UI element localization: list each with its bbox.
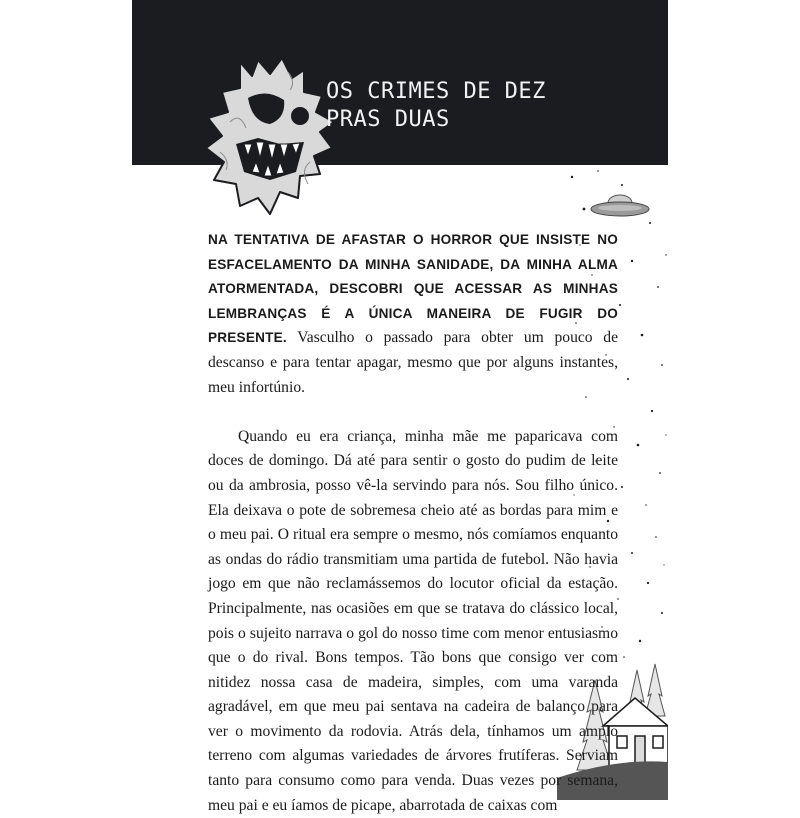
skull-illustration	[200, 52, 340, 232]
paragraph-1	[208, 228, 618, 400]
paragraph-1-rest: Vasculho o passado para obter um pouco de descanso e para tentar apagar, mesmo que por alguns instantes, meu infortúnio.	[208, 329, 618, 396]
lead-text: NA TENTATIVA DE AFASTAR O HORROR QUE INSISTE NO ESFACELAMENTO DA MINHA SANIDADE, DA MINHA ALMA ATORMENTADA, DESCOBRI QUE ACESSAR AS MINHAS LEMBRANÇAS É A ÚNICA MANEIRA DE FUGIR DO PRESENTE.	[208, 232, 618, 346]
chapter-title	[326, 78, 646, 134]
paragraph-2: Quando eu era criança, minha mãe me paparicava com doces de domingo. Dá até para sentir o gosto do pudim de leite ou da ambrosia, posso vê-la servindo para nós. Sou filho único. Ela deixava o pote de sobremesa cheio até as bordas para mim e o meu pai. O ritual era sempre o mesmo, nós comíamos enquanto as ondas do rádio transmitiam uma partida de futebol. Não havia jogo em que não reclamássemos do locutor oficial da estação. Principalmente, nas ocasiões em que se tratava do clássico local, pois o sujeito narrava o gol do nosso time com menor entusiasmo que o do rival. Bons tempos. Tão bons que consigo ver com nitidez nossa casa de madeira, simples, com uma varanda agradável, em que meu pai sentava na cadeira de balanço para ver o movimento da rodovia. Atrás dela, tínhamos um amplo terreno com algumas variedades de árvores frutíferas. Serviam tanto para consumo como para venda. Duas vezes por semana, meu pai e eu íamos de picape, abarrotada de caixas com	[208, 427, 618, 814]
chapter-title-line-2: PRAS DUAS	[326, 107, 450, 132]
book-page	[132, 0, 668, 814]
body-text	[208, 228, 618, 818]
chapter-title-line-1: OS CRIMES DE DEZ	[326, 79, 546, 104]
